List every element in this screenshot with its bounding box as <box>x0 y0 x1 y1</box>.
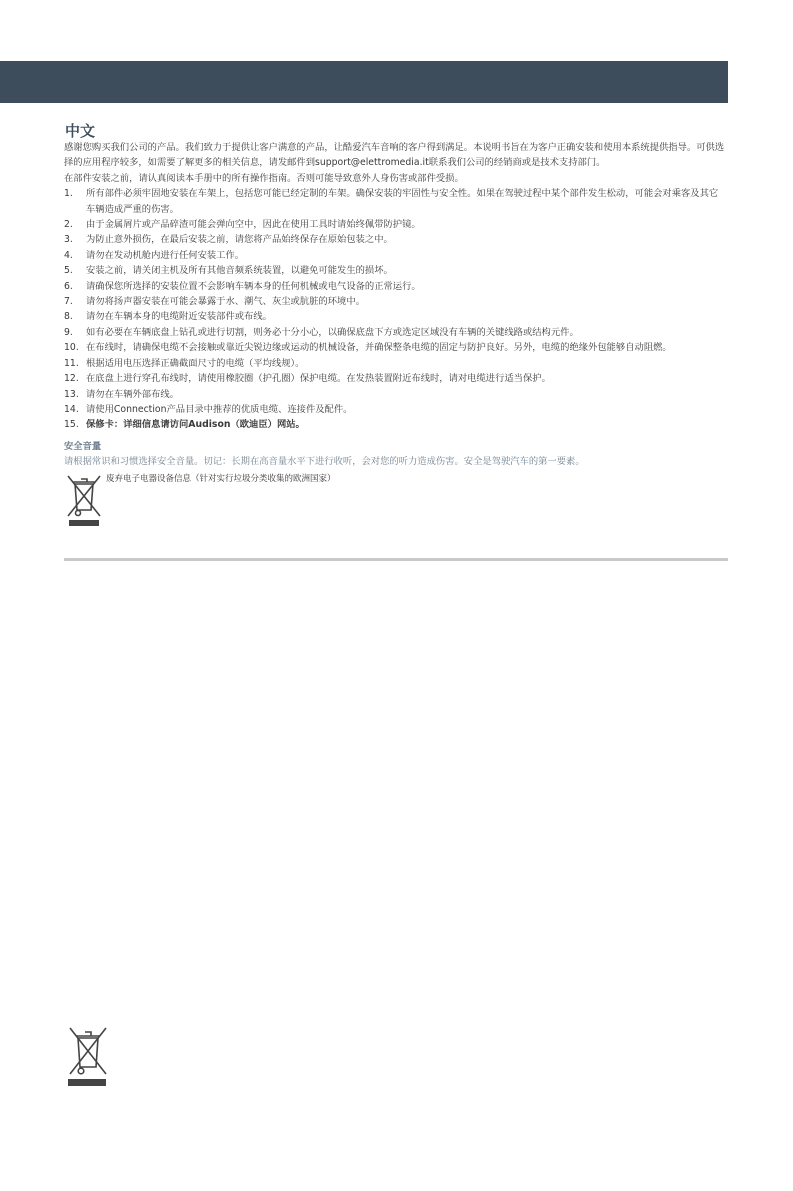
list-item: 14. 请使用Connection产品目录中推荐的优质电缆、连接件及配件。 <box>64 403 353 415</box>
list-item: 10. 在布线时，请确保电缆不会接触或靠近尖锐边缘或运动的机械设备，并确保整条电缆的固定与防护良好。另外，电缆的绝缘外包能够自动阻燃。 <box>64 342 672 354</box>
safety-text: 请根据常识和习惯选择安全音量。切记：长期在高音量水平下进行收听，会对您的听力造成伤害。安全是驾驶汽车的第一要素。 <box>64 456 585 468</box>
list-item: 15. 保修卡：详细信息请访问Audison（欧迪臣）网站。 <box>64 419 305 431</box>
section-divider <box>64 558 728 561</box>
list-item: 2. 由于金属屑片或产品碎渣可能会弹向空中，因此在使用工具时请始终佩带防护镜。 <box>64 219 421 231</box>
section-title: 中文 <box>65 122 96 140</box>
intro-warning: 在部件安装之前，请认真阅读本手册中的所有操作指南。否则可能导致意外人身伤害或部件受损。 <box>64 172 464 184</box>
safety-title: 安全音量 <box>64 440 102 452</box>
list-item: 11. 根据适用电压选择正确截面尺寸的电缆（平均线规）。 <box>64 357 305 369</box>
list-item: 5. 安装之前，请关闭主机及所有其他音频系统装置，以避免可能发生的损坏。 <box>64 265 393 277</box>
list-item: 4. 请勿在发动机舱内进行任何安装工作。 <box>64 249 245 261</box>
safety-volume-section <box>64 439 726 470</box>
manual-content <box>64 140 726 530</box>
weee-label: 废弃电子电器设备信息（针对实行垃圾分类收集的欧洲国家） <box>106 473 336 484</box>
list-item: 7. 请勿将扬声器安装在可能会暴露于水、潮气、灰尘或肮脏的环境中。 <box>64 296 365 308</box>
weee-notice <box>64 472 726 530</box>
list-item: 9. 如有必要在车辆底盘上钻孔或进行切割，则务必十分小心，以确保底盘下方或选定区域没有车辆的关键线路或结构元件。 <box>64 326 579 338</box>
intro-paragraph: 感谢您购买我们公司的产品。我们致力于提供让客户满意的产品，让酷爱汽车音响的客户得到满足。本说明书旨在为客户正确安装和使用本系统提供指导。可供选择的应用程序较多，如需要了解更多的相关信息，请发邮件到support@elettromedia.it联系我们公司的经销商或是技术支持部门。 <box>64 142 725 169</box>
crossed-out-wheelie-bin-icon <box>66 1024 110 1088</box>
list-item: 8. 请勿在车辆本身的电缆附近安装部件或布线。 <box>64 311 272 323</box>
crossed-out-wheelie-bin-icon <box>64 472 108 530</box>
list-item: 1. 所有部件必须牢固地安装在车架上，包括您可能已经定制的车架。确保安装的牢固性与安全性。如果在驾驶过程中某个部件发生松动，可能会对乘客及其它车辆造成严重的伤害。 <box>64 188 719 215</box>
list-item: 6. 请确保您所选择的安装位置不会影响车辆本身的任何机械或电气设备的正常运行。 <box>64 280 421 292</box>
instruction-list <box>64 186 726 433</box>
header-bar <box>0 61 728 103</box>
list-item: 3. 为防止意外损伤，在最后安装之前，请您将产品始终保存在原始包装之中。 <box>64 234 393 246</box>
list-item: 12. 在底盘上进行穿孔布线时，请使用橡胶圈（护孔圈）保护电缆。在发热装置附近布线时，请对电缆进行适当保护。 <box>64 373 551 385</box>
list-item: 13. 请勿在车辆外部布线。 <box>64 388 179 400</box>
